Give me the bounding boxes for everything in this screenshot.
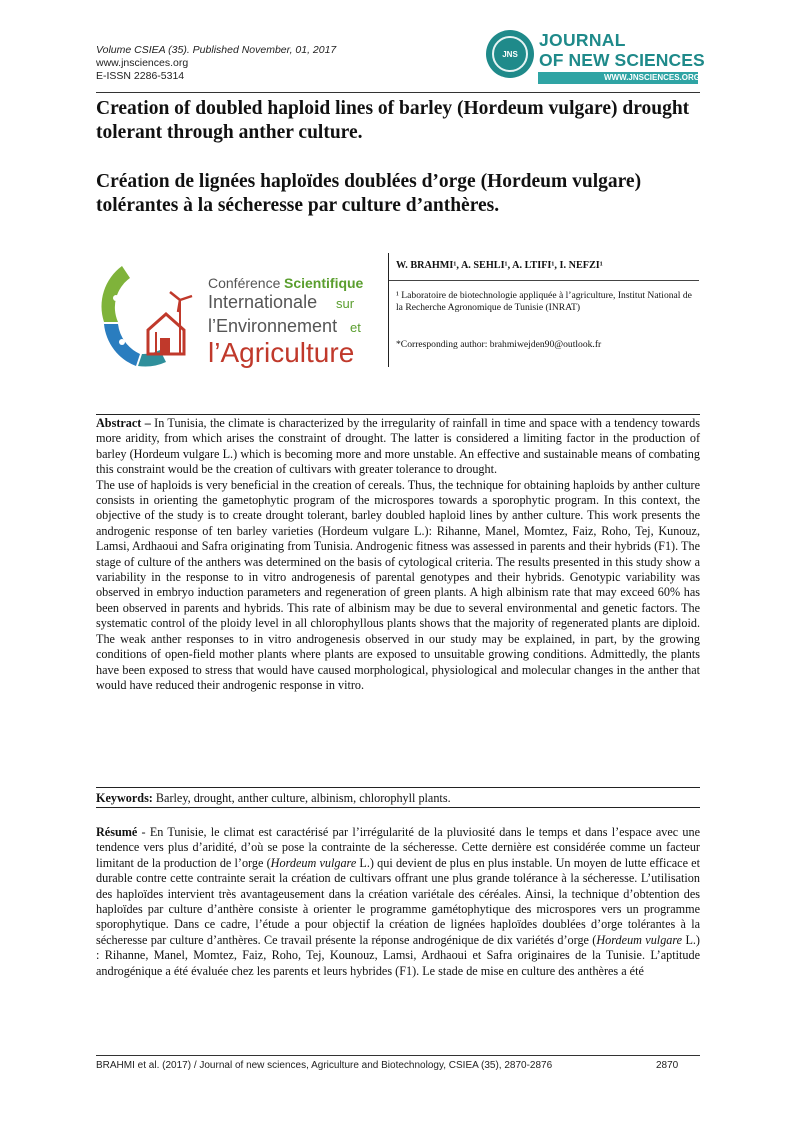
page-number: 2870 [656,1060,679,1071]
conf-line4: l’Agriculture [208,337,355,368]
resume-species2: Hordeum vulgare [596,932,683,947]
keywords-label: Keywords: [96,791,153,805]
conference-emblem-icon [101,266,192,367]
issn-line: E-ISSN 2286-5314 [96,70,185,82]
keywords [96,791,700,806]
abstract-para1: In Tunisia, the climate is characterized by the irregularity of rainfall in time and space with a tendency towards more aridity, from which arises the constraint of drought. The latter is considered a limiting factor in the production of barley (Hordeum vulgare L.) which is becoming more and more unstable. An effective and sustainable means of combating this constraint would be the creation of cultivars with greater tolerance to drought. [96,416,701,477]
affiliation: ¹ Laboratoire de biotechnologie appliquée à l’agriculture, Institut National de la Recherche Agronomique de Tunisie (INRAT) [396,290,692,313]
conf-line2b: sur [336,296,355,311]
conf-line1b: Scientifique [284,275,364,291]
conf-line3b: et [350,320,361,335]
header-rule [96,92,700,93]
abstract [96,416,700,693]
title-english: Creation of doubled haploid lines of barley (Hordeum vulgare) drought tolerant through anther culture. [96,98,690,143]
journal-seal-icon [486,30,534,78]
corresponding-author: *Corresponding author: brahmiwejden90@outlook.fr [396,339,602,350]
journal-logo [486,28,706,92]
conf-line1a: Conférence [208,275,281,291]
journal-logo-line2: OF NEW SCIENCES [539,50,705,70]
journal-logo-url: WWW.JNSCIENCES.ORG [603,73,700,82]
title-french: Création de lignées haploïdes doublées d’orge (Hordeum vulgare) tolérantes à la sécheresse par culture d’anthères. [96,171,642,216]
footer [96,1060,700,1071]
abstract-rule-top [96,414,700,415]
resume-label: Résumé [96,825,138,839]
resume-p1: - En Tunisie, le climat est caractérisé par l’irrégularité de la pluviosité dans le temps et dans l’espace avec une tendence vers plus d’aridité, d’où se pose la contrainte de la sécheresse. Cette dernière est considérée comme un facteur limitant de la production de l’orge ( [96,825,700,870]
keywords-text: Barley, drought, anther culture, albinism, chlorophyll plants. [155,791,451,805]
authors: W. BRAHMI¹, A. SEHLI¹, A. LTIFI¹, I. NEFZI¹ [396,260,603,271]
abstract-label: Abstract – [96,416,151,430]
authors-divider [388,253,389,367]
journal-logo-line1: JOURNAL [539,30,626,50]
volume-line: Volume CSIEA (35). Published November, 01, 2017 [96,44,337,56]
footer-rule [96,1055,700,1056]
abstract-para2: The use of haploids is very beneficial in the creation of cereals. Thus, the technique for obtaining haploids by anther culture consists in orienting the gametophytic program of the microspores towards a sporophytic program. In this context, the objective of the study is to create drought tolerant, barley doubled haploid lines by anther culture. This work presents the androgenic response of ten barley varieties (Hordeum vulgare L.): Rihanne, Manel, Momtez, Faiz, Roho, Tej, Kunouz, Lamsi, Ardhaoui and Safra originating from Tunisia. Androgenic fitness was assessed in parents and their hybrids (F1). The stage of culture of the anthers was determined on the basis of cytological criteria. The results presented in this study show a variability in the response to in vitro androgenesis of parental genotypes and their hybrids. Genotypic variability was observed in embryo induction parameters and regeneration of green plants. A high albinism rate that may exceed 60% has been observed in parents and hybrids. This rate of albinism may be due to several environmental and genetic factors. The systematic control of the ploidy level in all chlorophyllous plants shows that the majority of regenerated plants are diploid. The weak anther responses to in vitro androgenesis observed in our study may be explained, in part, by the growing conditions of open-field mother plants where plants are exposed to unsuitable growing conditions. Admittedly, the plants have been exposed to stress that would have caused morphological, physiological and molecular changes in the anther that would have reduced their androgenic response in vitro. [96,477,700,692]
seal-text: JNS [502,49,518,59]
conference-logo [96,262,376,374]
header-info [96,44,336,83]
resume-p2: L.) qui devient de plus en plus instable. Un moyen de lutte efficace et durable contre cette contrainte serait la création de cultivars offrant une plus grande tolérance à la sécheresse. L’utilisation des haploïdes intervient très avantageusement dans la création variétale des céréales. Ainsi, la technique d’obtention des haploïdes par culture d’anthère consiste à orienter le programme gamétophytique des microspores vers un programme sporophytique. Dans ce cadre, l’étude a pour objectif la création de lignées haploïdes doublées d’orge tolérantes à la sécheresse par culture d’anthères. Ce travail présente la réponse androgénique de dix variétés d’orge ( [96,855,700,947]
conf-line3a: l’Environnement [208,316,338,336]
footer-citation: BRAHMI et al. (2017) / Journal of new sciences, Agriculture and Biotechnology, CSIEA (35), 2870-2876 [96,1060,553,1071]
abstract-rule-bottom [96,787,700,788]
resume-species1: Hordeum vulgare [270,855,357,870]
affiliation-rule [389,280,699,281]
resume [96,825,700,979]
resume-p3: L.) : Rihanne, Manel, Momtez, Faiz, Roho, Tej, Kounouz, Lamsi, Ardhaoui et Safra originaires de la Tunisie. L’aptitude androgénique a été évaluée chez les parents et leurs hybrides (F1). Le stade de mise en culture des anthères a été [96,932,700,978]
website-line: www.jnsciences.org [96,57,189,69]
keywords-rule [96,807,700,808]
conf-line2a: Internationale [208,292,318,312]
